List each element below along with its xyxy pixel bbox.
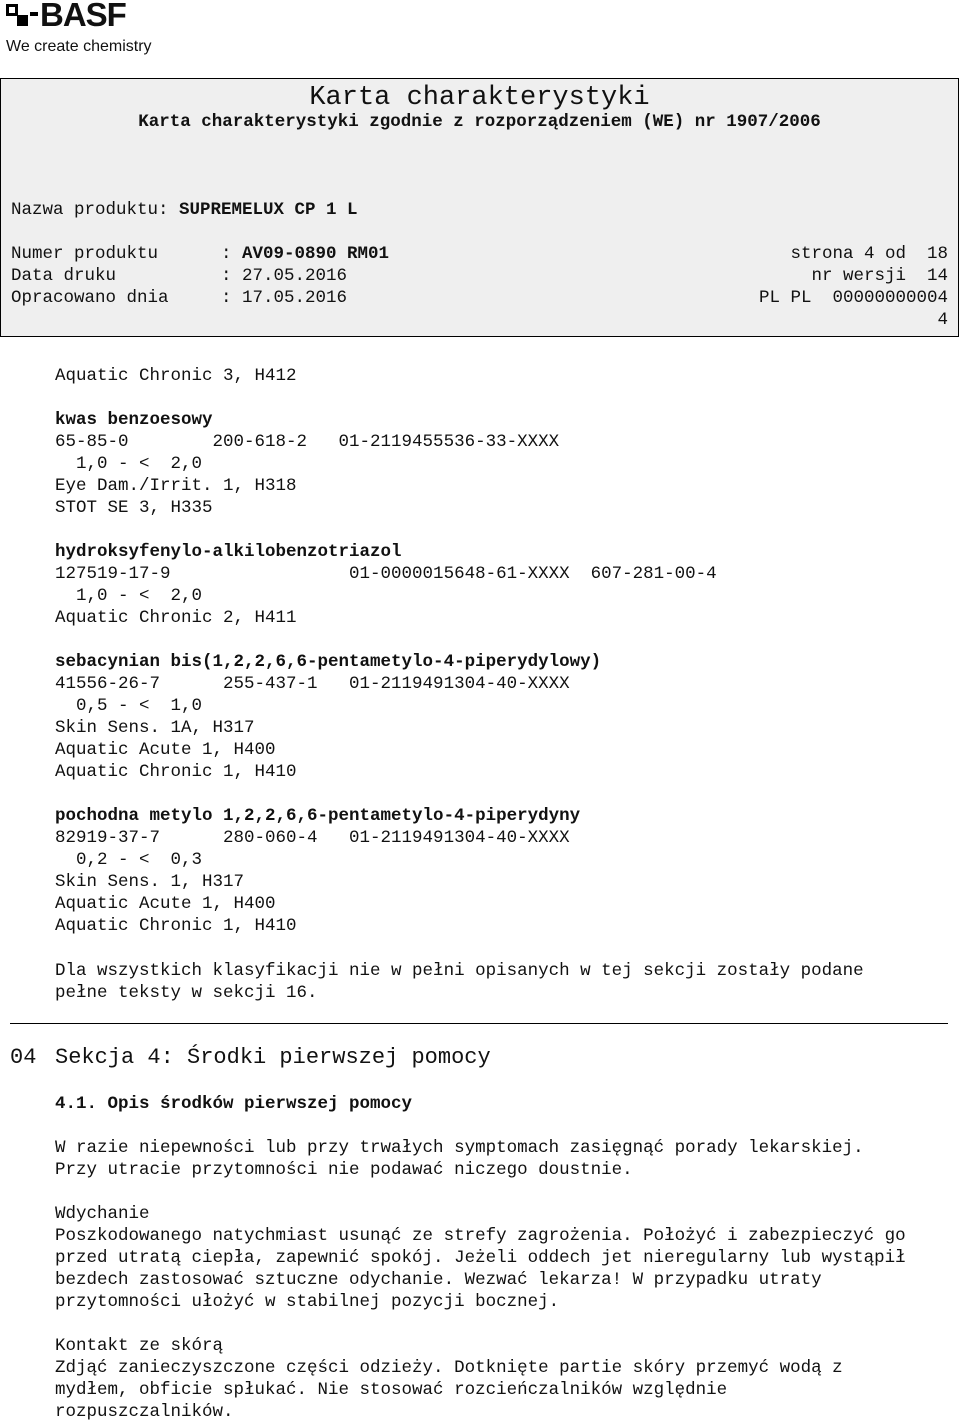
subsection-title: 4.1. Opis środków pierwszej pomocy [55, 1094, 413, 1114]
product-number-prefix: : [221, 244, 243, 264]
section-title: Sekcja 4: Środki pierwszej pomocy [55, 1045, 491, 1070]
skin-contact-heading: Kontakt ze skórą [55, 1336, 224, 1356]
brand-tagline: We create chemistry [6, 38, 152, 55]
print-date: : 27.05.2016 [221, 266, 348, 286]
first-aid-general: Przy utracie przytomności nie podawać niczego doustnie. [55, 1160, 633, 1180]
page-info: strona 4 od 18 [790, 244, 948, 264]
first-aid-general: W razie niepewności lub przy trwałych symptomach zasięgnąć porady lekarskiej. [55, 1138, 864, 1158]
substance-concentration: 0,2 - < 0,3 [55, 850, 203, 870]
classification-footnote: pełne teksty w sekcji 16. [55, 983, 318, 1003]
substance-ids: 127519-17-9 01-0000015648-61-XXXX 607-281-00-4 [55, 564, 717, 584]
product-number: AV09-0890 RM01 [242, 244, 390, 264]
section-divider [10, 1023, 948, 1024]
substance-ids: 82919-37-7 280-060-4 01-2119491304-40-XXXX [55, 828, 570, 848]
substance-ids: 65-85-0 200-618-2 01-2119455536-33-XXXX [55, 432, 560, 452]
product-name-label: Nazwa produktu: [11, 200, 180, 220]
substance-name: kwas benzoesowy [55, 410, 213, 430]
substance-ids: 41556-26-7 255-437-1 01-2119491304-40-XXXX [55, 674, 570, 694]
document-code-continued: 4 [937, 310, 948, 330]
substance-concentration: 1,0 - < 2,0 [55, 586, 203, 606]
product-number-line [11, 244, 389, 264]
substance-classification: Aquatic Acute 1, H400 [55, 740, 276, 760]
substance-name: sebacynian bis(1,2,2,6,6-pentametylo-4-piperydylowy) [55, 652, 602, 672]
product-number-label: Numer produktu [11, 244, 159, 264]
substance-name: hydroksyfenylo-alkilobenzotriazol [55, 542, 402, 562]
substance-classification: Skin Sens. 1, H317 [55, 872, 245, 892]
print-date-label: Data druku [11, 266, 117, 286]
prepared-date-line [11, 288, 347, 308]
substance-concentration: 0,5 - < 1,0 [55, 696, 203, 716]
document-subtitle: Karta charakterystyki zgodnie z rozporządzeniem (WE) nr 1907/2006 [138, 112, 821, 132]
inhalation-text: bezdech zastosować sztuczne odychanie. Wezwać lekarza! W przypadku utraty [55, 1270, 822, 1290]
prev-classification: Aquatic Chronic 3, H412 [55, 366, 297, 386]
substance-classification: Eye Dam./Irrit. 1, H318 [55, 476, 297, 496]
inhalation-text: przytomności ułożyć w stabilnej pozycji bocznej. [55, 1292, 560, 1312]
substance-classification: STOT SE 3, H335 [55, 498, 213, 518]
inhalation-heading: Wdychanie [55, 1204, 150, 1224]
section-number: 04 [10, 1045, 37, 1070]
substance-classification: Aquatic Chronic 1, H410 [55, 762, 297, 782]
version-info: nr wersji 14 [811, 266, 948, 286]
substance-classification: Aquatic Chronic 2, H411 [55, 608, 297, 628]
substance-name: pochodna metylo 1,2,2,6,6-pentametylo-4-piperydyny [55, 806, 581, 826]
brand-name: BASF [40, 0, 126, 33]
prepared-date: : 17.05.2016 [221, 288, 348, 308]
document-header [0, 78, 959, 337]
product-name: SUPREMELUX CP 1 L [179, 200, 358, 220]
substance-concentration: 1,0 - < 2,0 [55, 454, 203, 474]
prepared-date-label: Opracowano dnia [11, 288, 169, 308]
skin-contact-text: rozpuszczalników. [55, 1402, 234, 1422]
skin-contact-text: Zdjąć zanieczyszczone części odzieży. Dotknięte partie skóry przemyć wodą z [55, 1358, 843, 1378]
document-title: Karta charakterystyki [309, 83, 650, 113]
document-code: PL PL 00000000004 [758, 288, 948, 308]
print-date-line [11, 266, 347, 286]
section-heading [10, 1045, 491, 1070]
inhalation-text: przed utratą ciepła, zapewnić spokój. Jeżeli oddech jet nieregularny lub wystąpił [55, 1248, 906, 1268]
substance-classification: Aquatic Acute 1, H400 [55, 894, 276, 914]
substance-classification: Skin Sens. 1A, H317 [55, 718, 255, 738]
product-name-line [11, 200, 358, 220]
substance-classification: Aquatic Chronic 1, H410 [55, 916, 297, 936]
skin-contact-text: mydłem, obficie spłukać. Nie stosować rozcieńczalników względnie [55, 1380, 728, 1400]
classification-footnote: Dla wszystkich klasyfikacji nie w pełni opisanych w tej sekcji zostały podane [55, 961, 864, 981]
inhalation-text: Poszkodowanego natychmiast usunąć ze strefy zagrożenia. Położyć i zabezpieczyć go [55, 1226, 906, 1246]
basf-logo-mark [6, 4, 28, 26]
